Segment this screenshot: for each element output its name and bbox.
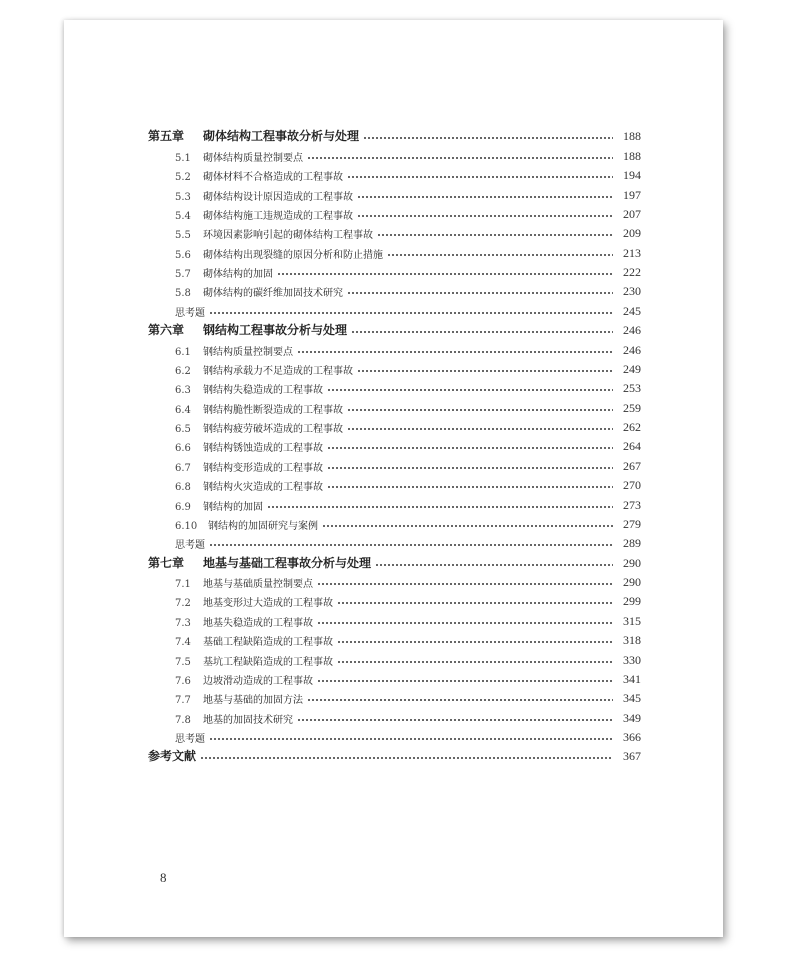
leader-dots: [357, 215, 613, 217]
section-number: 5.2: [175, 172, 191, 184]
leader-dots: [337, 602, 613, 604]
page-ref: 270: [623, 478, 641, 493]
section-title: 砌体结构设计原因造成的工程事故: [203, 191, 353, 203]
page-ref: 259: [623, 400, 641, 415]
section-number: 6.8: [175, 482, 191, 494]
page-ref: 290: [623, 555, 641, 570]
page-ref: 253: [623, 381, 641, 396]
chapter-title: 地基与基础工程事故分析与处理: [203, 555, 372, 570]
leader-dots: [297, 719, 613, 721]
page-ref: 349: [623, 710, 641, 725]
leader-dots: [317, 583, 613, 585]
toc-questions[interactable]: [148, 299, 641, 318]
section-title: 钢结构质量控制要点: [203, 346, 293, 358]
leader-dots: [347, 428, 613, 430]
page-ref: 279: [623, 516, 641, 531]
page-ref: 318: [623, 633, 641, 648]
leader-dots: [322, 525, 613, 527]
section-number: 7.1: [175, 579, 191, 590]
section-number: 7.5: [175, 656, 191, 668]
section-number: 6.6: [175, 443, 191, 455]
section-title: 砌体结构施工违规造成的工程事故: [203, 210, 353, 222]
leader-dots: [307, 157, 613, 159]
leader-dots: [297, 351, 613, 353]
section-title: 钢结构锈蚀造成的工程事故: [203, 443, 323, 455]
page-ref: 341: [623, 671, 641, 686]
toc-chapter[interactable]: [148, 125, 641, 144]
leader-dots: [337, 661, 613, 663]
toc-section[interactable]: [148, 668, 641, 687]
toc-section[interactable]: [148, 377, 641, 396]
leader-dots: [347, 176, 613, 178]
page-ref: 273: [623, 497, 641, 512]
page-ref: 264: [623, 439, 641, 454]
leader-dots: [387, 254, 613, 256]
toc-section[interactable]: [148, 435, 641, 454]
page-ref: 222: [623, 265, 641, 279]
leader-dots: [327, 389, 613, 391]
chapter-title: 砌体结构工程事故分析与处理: [203, 129, 360, 144]
page-ref: 366: [623, 730, 641, 744]
page-ref: 194: [623, 168, 641, 183]
page-ref: 290: [623, 575, 641, 589]
page-ref: 289: [623, 536, 641, 551]
section-number: 7.2: [175, 598, 191, 610]
leader-dots: [357, 370, 613, 372]
leader-dots: [209, 312, 613, 314]
leader-dots: [327, 447, 613, 449]
references-title: 参考文献: [148, 749, 197, 764]
page-ref: 299: [623, 594, 641, 609]
section-title: 地基与基础质量控制要点: [203, 579, 313, 590]
page-ref: 345: [623, 691, 641, 706]
section-number: 7.8: [175, 714, 191, 726]
section-title: 砌体结构的加固: [203, 269, 273, 280]
toc-section[interactable]: [148, 144, 641, 163]
toc-section[interactable]: [148, 609, 641, 628]
leader-dots: [347, 292, 613, 294]
leader-dots: [347, 409, 613, 411]
toc-section[interactable]: [148, 454, 641, 473]
leader-dots: [375, 564, 613, 566]
section-number: 5.8: [175, 288, 191, 300]
toc-questions[interactable]: [148, 532, 641, 551]
page-ref: 207: [623, 206, 641, 221]
section-number: 5.1: [175, 152, 191, 164]
chapter-label: 第五章: [148, 129, 185, 144]
section-title: 基础工程缺陷造成的工程事故: [203, 637, 333, 649]
page-ref: 246: [623, 323, 641, 338]
section-number: 6.3: [175, 385, 191, 397]
section-number: 6.9: [175, 501, 191, 513]
section-number: 6.7: [175, 462, 191, 474]
toc-section[interactable]: [148, 590, 641, 609]
chapter-title: 钢结构工程事故分析与处理: [203, 323, 348, 338]
leader-dots: [209, 544, 613, 546]
questions-title: 思考题: [175, 540, 205, 552]
page-ref: 262: [623, 420, 641, 434]
section-number: 7.7: [175, 695, 191, 707]
toc-section[interactable]: [148, 183, 641, 202]
toc-section[interactable]: [148, 261, 641, 280]
leader-dots: [307, 699, 613, 701]
page-ref: 267: [623, 458, 641, 473]
leader-dots: [357, 196, 613, 198]
toc-section[interactable]: [148, 396, 641, 415]
leader-dots: [317, 622, 613, 624]
section-title: 地基变形过大造成的工程事故: [203, 598, 333, 610]
section-title: 基坑工程缺陷造成的工程事故: [203, 656, 333, 668]
section-title: 钢结构疲劳破坏造成的工程事故: [203, 424, 343, 435]
section-number: 6.4: [175, 404, 191, 416]
chapter-label: 第七章: [148, 555, 185, 570]
leader-dots: [209, 738, 613, 740]
section-title: 钢结构的加固: [203, 501, 263, 513]
toc-section[interactable]: [148, 338, 641, 357]
page-ref: 315: [623, 613, 641, 628]
toc-section[interactable]: [148, 706, 641, 725]
toc-section[interactable]: [148, 222, 641, 241]
section-number: 5.5: [175, 230, 191, 242]
leader-dots: [351, 331, 613, 333]
toc-chapter[interactable]: [148, 551, 641, 570]
section-title: 钢结构失稳造成的工程事故: [203, 385, 323, 397]
page-ref: 213: [623, 245, 641, 260]
section-title: 砌体结构质量控制要点: [203, 152, 303, 164]
section-title: 钢结构承载力不足造成的工程事故: [203, 365, 353, 377]
leader-dots: [363, 137, 613, 139]
toc-section[interactable]: [148, 493, 641, 512]
toc-section[interactable]: [148, 571, 641, 590]
toc-section[interactable]: [148, 203, 641, 222]
leader-dots: [377, 234, 613, 236]
section-title: 砌体结构出现裂缝的原因分析和防止措施: [203, 249, 383, 261]
toc-section[interactable]: [148, 629, 641, 648]
leader-dots: [337, 641, 613, 643]
section-number: 5.7: [175, 269, 191, 280]
section-title: 地基的加固技术研究: [203, 714, 293, 726]
section-number: 5.3: [175, 191, 191, 203]
toc-chapter[interactable]: [148, 319, 641, 338]
toc-section[interactable]: [148, 474, 641, 493]
toc-section[interactable]: [148, 513, 641, 532]
toc-section[interactable]: [148, 280, 641, 299]
toc-section[interactable]: [148, 358, 641, 377]
leader-dots: [277, 273, 613, 275]
page-ref: 188: [623, 129, 641, 144]
leader-dots: [267, 506, 613, 508]
toc-questions[interactable]: [148, 726, 641, 745]
section-number: 6.1: [175, 346, 191, 358]
section-title: 钢结构火灾造成的工程事故: [203, 482, 323, 494]
section-number: 7.3: [175, 617, 191, 629]
toc-section[interactable]: [148, 416, 641, 435]
section-title: 砌体结构的碳纤维加固技术研究: [203, 288, 343, 300]
page-ref: 188: [623, 148, 641, 163]
toc-section[interactable]: [148, 648, 641, 667]
questions-title: 思考题: [175, 307, 205, 319]
section-number: 6.10: [175, 520, 198, 532]
page-number: 8: [160, 870, 167, 885]
page-ref: 246: [623, 342, 641, 357]
section-title: 钢结构的加固研究与案例: [208, 520, 318, 532]
section-number: 7.4: [175, 637, 191, 649]
page-ref: 330: [623, 652, 641, 667]
section-number: 5.4: [175, 210, 191, 222]
section-title: 砌体材料不合格造成的工程事故: [203, 172, 343, 184]
toc-section[interactable]: [148, 164, 641, 183]
section-number: 5.6: [175, 249, 191, 261]
page-ref: 209: [623, 226, 641, 241]
section-number: 6.2: [175, 365, 191, 377]
table-of-contents: [148, 125, 641, 764]
section-title: 地基与基础的加固方法: [203, 695, 303, 707]
page-ref: 230: [623, 284, 641, 299]
page-ref: 245: [623, 303, 641, 318]
section-number: 6.5: [175, 424, 191, 435]
leader-dots: [327, 467, 613, 469]
section-number: 7.6: [175, 675, 191, 687]
page-ref: 249: [623, 361, 641, 376]
section-title: 边坡滑动造成的工程事故: [203, 675, 313, 687]
section-title: 钢结构变形造成的工程事故: [203, 462, 323, 474]
leader-dots: [317, 680, 613, 682]
leader-dots: [200, 757, 613, 759]
section-title: 钢结构脆性断裂造成的工程事故: [203, 404, 343, 416]
chapter-label: 第六章: [148, 323, 185, 338]
page-ref: 197: [623, 187, 641, 202]
section-title: 地基失稳造成的工程事故: [203, 617, 313, 629]
leader-dots: [327, 486, 613, 488]
page-ref: 367: [623, 749, 641, 764]
questions-title: 思考题: [175, 734, 205, 745]
section-title: 环境因素影响引起的砌体结构工程事故: [203, 230, 373, 242]
toc-section[interactable]: [148, 241, 641, 260]
toc-references[interactable]: [148, 745, 641, 764]
toc-section[interactable]: [148, 687, 641, 706]
